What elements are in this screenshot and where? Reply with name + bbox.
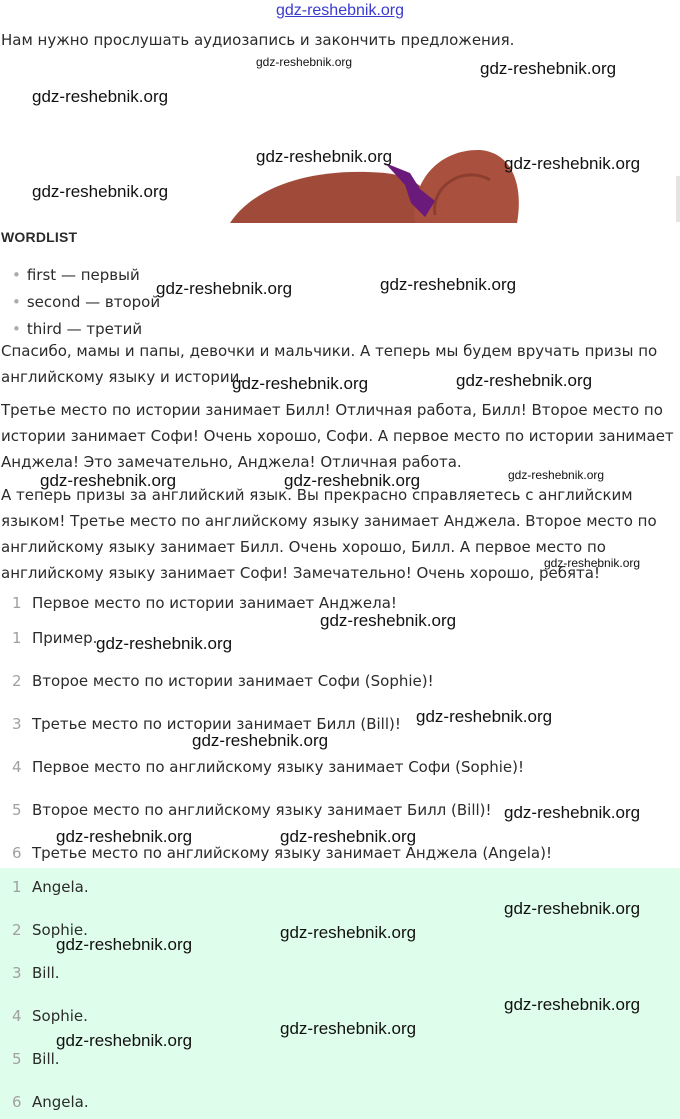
watermark: gdz-reshebnik.org	[32, 182, 169, 201]
watermark: gdz-reshebnik.org	[504, 803, 641, 822]
watermark: gdz-reshebnik.org	[544, 556, 641, 570]
task-row: 5 Второе место по английскому языку занимает Билл (Bill)!	[12, 801, 492, 819]
watermark: gdz-reshebnik.org	[232, 374, 369, 393]
watermark: gdz-reshebnik.org	[56, 827, 193, 846]
task-row: 4 Первое место по английскому языку занимает Софи (Sophie)!	[12, 758, 525, 776]
watermark: gdz-reshebnik.org	[32, 87, 169, 106]
transcript-paragraph: Третье место по истории занимает Билл! Отличная работа, Билл! Второе место по истории занимает Софи! Очень хорошо, Софи. А первое место по истории занимает Анджела! Это замечательно, Анджела! Отличная работа.	[1, 401, 674, 471]
watermark: gdz-reshebnik.org	[504, 154, 641, 173]
wordlist-item: • third — третий	[12, 320, 143, 338]
task-row: 1 Пример.	[12, 629, 98, 647]
watermark: gdz-reshebnik.org	[280, 923, 417, 942]
transcript-paragraph: А теперь призы за английский язык. Вы прекрасно справляетесь с английским языком! Третье место по английскому языку занимает Анджела. Второе место по английскому языку занимает Билл. Очень хорошо, Билл. А первое место по английскому языку занимает Софи! Замечательно! Очень хорошо, ребята!	[1, 486, 657, 582]
watermark: gdz-reshebnik.org	[280, 827, 417, 846]
answer-row: 3 Bill.	[12, 964, 60, 982]
intro-text: Нам нужно прослушать аудиозапись и закончить предложения.	[1, 31, 515, 49]
transcript-paragraph: Спасибо, мамы и папы, девочки и мальчики. А теперь мы будем вручать призы по английскому языку и истории.	[1, 342, 658, 386]
wordlist-item: • first — первый	[12, 266, 140, 284]
watermark: gdz-reshebnik.org	[256, 55, 353, 69]
watermark: gdz-reshebnik.org	[192, 731, 329, 750]
bullet-icon: •	[12, 293, 21, 311]
answer-row: 1 Angela.	[12, 878, 89, 896]
watermark: gdz-reshebnik.org	[416, 707, 553, 726]
task-row: 2 Второе место по истории занимает Софи (Sophie)!	[12, 672, 434, 690]
bullet-icon: •	[12, 266, 21, 284]
watermark: gdz-reshebnik.org	[456, 371, 593, 390]
watermark: gdz-reshebnik.org	[508, 468, 605, 482]
watermark: gdz-reshebnik.org	[284, 471, 421, 490]
watermark: gdz-reshebnik.org	[96, 634, 233, 653]
watermark: gdz-reshebnik.org	[40, 471, 177, 490]
watermark: gdz-reshebnik.org	[156, 279, 293, 298]
scrollbar-edge	[676, 176, 680, 222]
bullet-icon: •	[12, 320, 21, 338]
site-header-link[interactable]: gdz-reshebnik.org	[275, 2, 405, 19]
watermark: gdz-reshebnik.org	[504, 899, 641, 918]
watermark: gdz-reshebnik.org	[504, 995, 641, 1014]
task-row: 6 Третье место по английскому языку занимает Анджела (Angela)!	[12, 844, 552, 862]
watermark: gdz-reshebnik.org	[256, 147, 393, 166]
watermark: gdz-reshebnik.org	[320, 611, 457, 630]
wordlist-title: WORDLIST	[1, 229, 78, 245]
watermark: gdz-reshebnik.org	[56, 1031, 193, 1050]
wordlist-item: • second — второй	[12, 293, 161, 311]
watermark: gdz-reshebnik.org	[380, 275, 517, 294]
watermark: gdz-reshebnik.org	[280, 1019, 417, 1038]
answer-row: 5 Bill.	[12, 1050, 60, 1068]
watermark: gdz-reshebnik.org	[56, 935, 193, 954]
answer-row: 2 Sophie.	[12, 921, 88, 939]
answer-row: 4 Sophie.	[12, 1007, 88, 1025]
task-row: 3 Третье место по истории занимает Билл (Bill)!	[12, 715, 401, 733]
watermark: gdz-reshebnik.org	[480, 59, 617, 78]
task-row: 1 Первое место по истории занимает Анджела!	[12, 594, 397, 612]
answer-row: 6 Angela.	[12, 1093, 89, 1111]
